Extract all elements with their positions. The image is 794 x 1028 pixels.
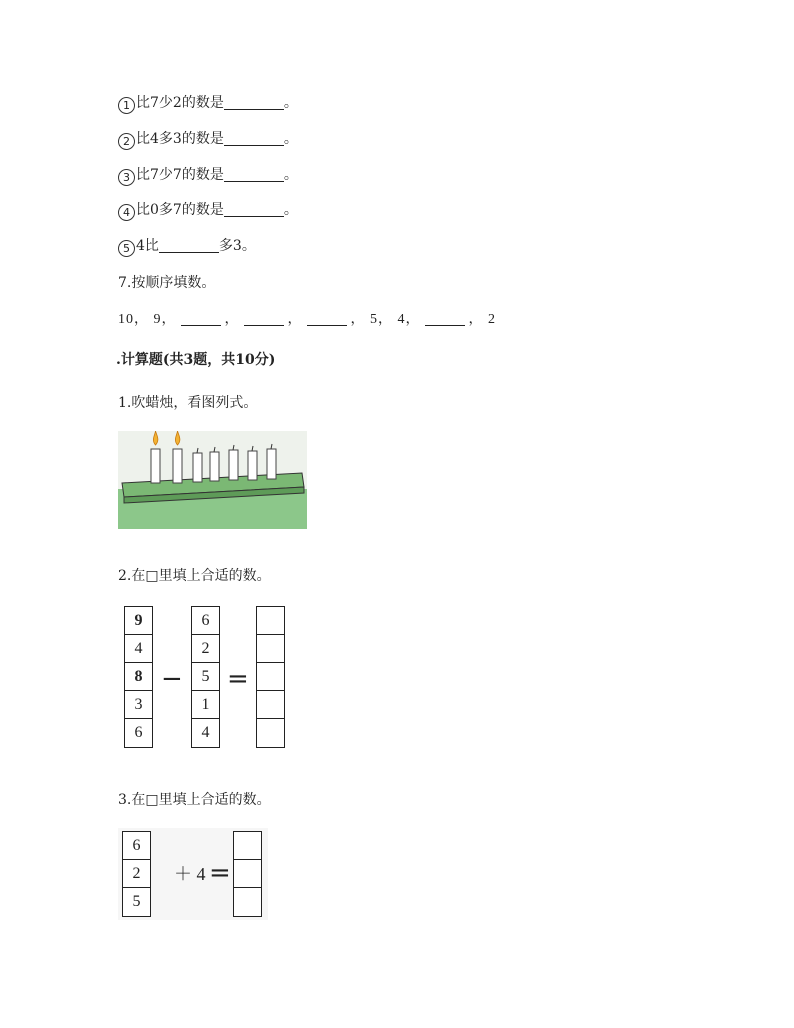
answer-blank[interactable] [224, 131, 284, 146]
fill-item-4 [118, 200, 298, 221]
number-cell: 2 [192, 635, 219, 663]
item-number-badge: 1 [118, 97, 135, 114]
calc-question-2-title: 2.在□里填上合适的数。 [118, 568, 271, 584]
item-number-badge: 4 [118, 204, 135, 221]
minuend-column [124, 606, 153, 748]
number-cell: 2 [123, 860, 150, 888]
number-cell: 6 [134, 724, 143, 741]
calc-question-1-title: 1.吹蜡烛，看图列式。 [118, 395, 258, 411]
seq-number: 4， [397, 312, 421, 327]
seq-number: 2 [488, 312, 496, 327]
addend-column [122, 831, 151, 917]
section-title: .计算题(共3题，共10分) [116, 352, 276, 368]
answer-cell[interactable] [257, 691, 284, 719]
answer-blank[interactable] [159, 238, 219, 253]
fill-item-2 [118, 129, 298, 150]
calc-question-3-title: 3.在□里填上合适的数。 [118, 792, 271, 808]
answer-blank[interactable] [224, 95, 284, 110]
number-cell: 3 [125, 691, 152, 719]
item-number-badge: 3 [118, 169, 135, 186]
answer-cell[interactable] [257, 719, 284, 747]
seq-number: 5， [370, 312, 393, 327]
candles-illustration [118, 431, 307, 529]
seq-comma: ， [468, 312, 484, 327]
seq-blank[interactable] [307, 311, 347, 326]
seq-comma: ， [287, 312, 303, 327]
item-end: 多3。 [218, 238, 256, 254]
answer-cell[interactable] [234, 888, 261, 916]
answer-cell[interactable] [234, 860, 261, 888]
item-text: 比0多7的数是 [136, 202, 224, 218]
number-cell: 6 [192, 607, 219, 635]
equals-sign: = [227, 664, 249, 694]
number-cell: 1 [192, 691, 219, 719]
fill-item-5 [118, 236, 256, 257]
seq-number: 9， [153, 312, 177, 327]
answer-cell[interactable] [257, 663, 284, 691]
item-end: 。 [283, 131, 298, 147]
answer-column [233, 831, 262, 917]
item-end: 。 [283, 202, 298, 218]
item-end: 。 [283, 95, 298, 111]
number-cell: 8 [125, 663, 152, 691]
seq-number: 10， [118, 312, 149, 327]
fill-item-3 [118, 165, 298, 186]
fill-item-1 [118, 93, 298, 114]
number-cell: 6 [123, 832, 150, 860]
number-cell: 5 [132, 893, 141, 910]
item-text: 比7少7的数是 [136, 167, 224, 183]
item-number-badge: 2 [118, 133, 135, 150]
answer-column [256, 606, 285, 748]
answer-cell[interactable] [234, 832, 261, 860]
number-sequence [118, 310, 496, 330]
item-text: 比7少2的数是 [136, 95, 224, 111]
number-cell: 5 [192, 663, 219, 691]
seq-comma: ， [224, 312, 240, 327]
answer-cell[interactable] [257, 635, 284, 663]
question-7-title: 7.按顺序填数。 [118, 275, 216, 291]
item-text: 4比 [136, 238, 159, 254]
item-number-badge: 5 [118, 240, 135, 257]
seq-blank[interactable] [181, 311, 221, 326]
item-text: 比4多3的数是 [136, 131, 224, 147]
plus-four: ＋ 4 [174, 864, 206, 884]
number-cell: 9 [125, 607, 152, 635]
number-cell: 4 [125, 635, 152, 663]
number-cell: 4 [201, 724, 210, 741]
answer-cell[interactable] [257, 607, 284, 635]
seq-blank[interactable] [425, 311, 465, 326]
answer-blank[interactable] [224, 202, 284, 217]
answer-blank[interactable] [224, 167, 284, 182]
item-end: 。 [283, 167, 298, 183]
subtrahend-column [191, 606, 220, 748]
seq-comma: ， [350, 312, 366, 327]
seq-blank[interactable] [244, 311, 284, 326]
equals-sign: = [209, 858, 231, 888]
minus-sign: − [161, 664, 183, 694]
